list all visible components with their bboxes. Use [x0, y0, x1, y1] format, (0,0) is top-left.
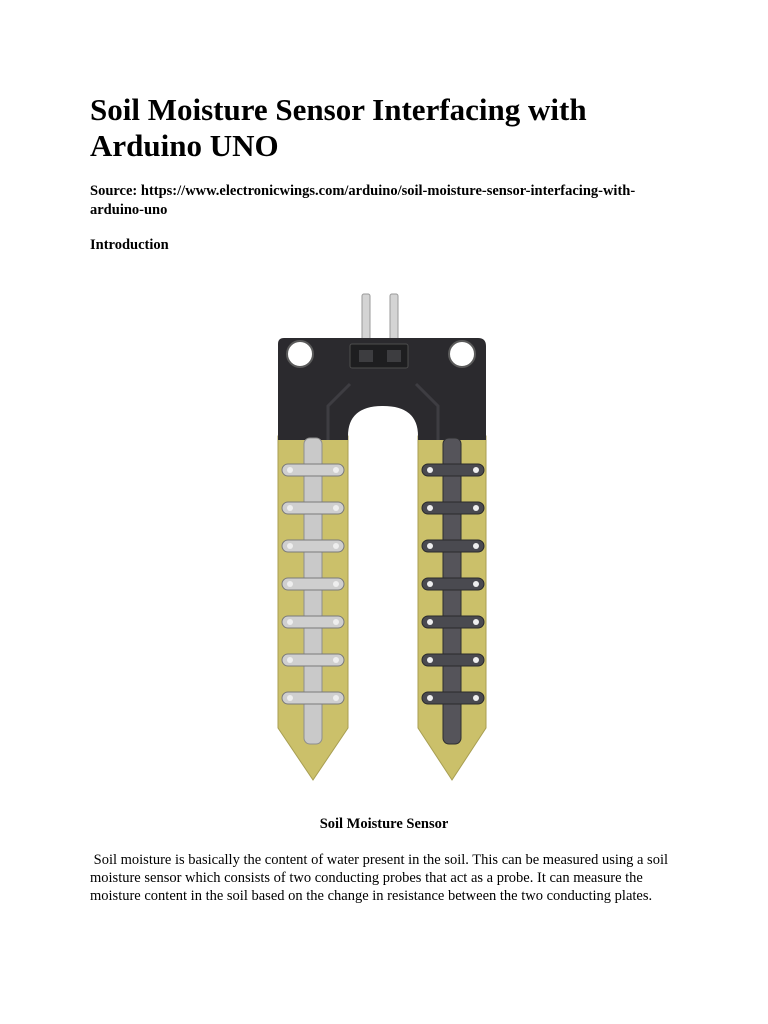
figure-caption: Soil Moisture Sensor	[319, 816, 449, 832]
section-heading-introduction: Introduction	[90, 237, 169, 253]
intro-paragraph: Soil moisture is basically the content of water present in the soil. This can be measured using a soil moisture sensor which consists of two conducting probes that act as a probe. It can measure the moisture content in the soil based on the change in resistance between the two conducting plates.	[90, 852, 672, 904]
sensor-image	[268, 288, 500, 796]
source-link[interactable]: Source: https://www.electronicwings.com/arduino/soil-moisture-sensor-interfacing-with-arduino-uno	[90, 183, 636, 218]
document-title: Soil Moisture Sensor Interfacing with Arduino UNO	[90, 92, 587, 163]
